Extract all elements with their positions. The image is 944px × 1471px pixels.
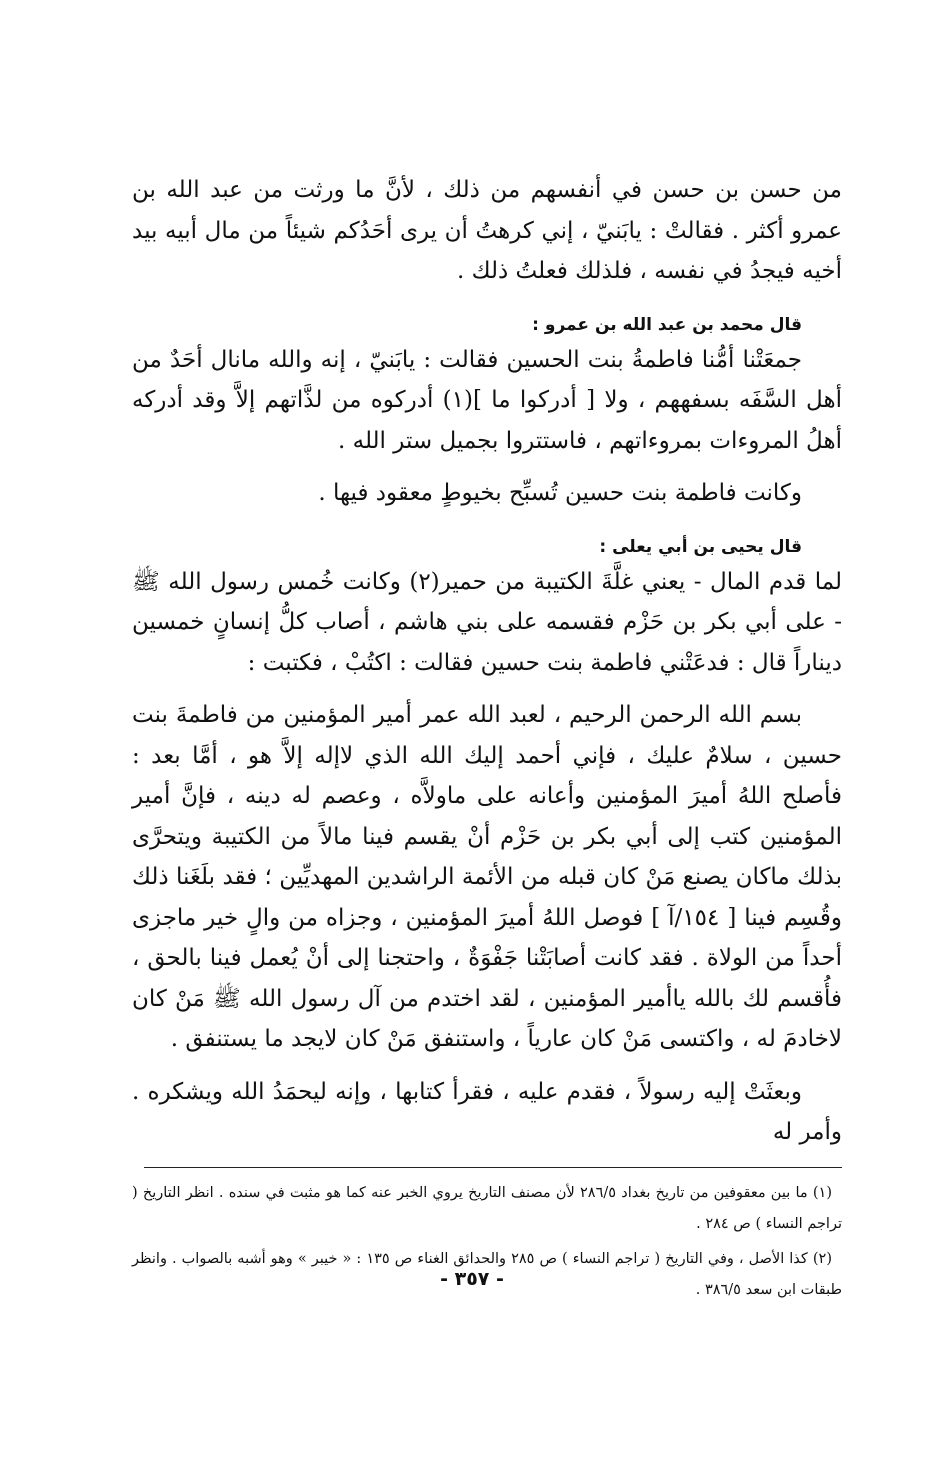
footnote-divider: [144, 1167, 842, 1168]
footnote-2: (٢) كذا الأصل ، وفي التاريخ ( تراجم النساء ) ص ٢٨٥ والحدائق الغناء ص ١٣٥ : « خيبر » وهو أشبه بالصواب . وانظر طبقات ابن سعد ٣٨٦/٥ .: [132, 1250, 842, 1298]
speaker-heading-1: قال محمد بن عبد الله بن عمرو :: [532, 314, 802, 335]
page-number: - ٣٥٧ -: [440, 1268, 504, 1290]
paragraph-2: جمعَتْنا أمُّنا فاطمةُ بنت الحسين فقالت : يابَنيّ ، إنه والله مانال أحَدٌ من أهل السَّفَه بسفههم ، ولا [ أدركوا ما ](١) أدركوه من لذَّاتهم إلاَّ وقد أدركه أهلُ المروءات بمروءاتهم ، فاستتروا بجميل ستر الله .: [132, 346, 842, 454]
paragraph-5: بسم الله الرحمن الرحيم ، لعبد الله عمر أمير المؤمنين من فاطمةَ بنت حسين ، سلامٌ عليك ، فإني أحمد إليك الله الذي لاإله إلاَّ هو ، أمَّا بعد : فأصلح اللهُ أميرَ المؤمنين وأعانه على ماولاَّه ، وعصم له دينه ، فإنَّ أمير المؤمنين كتب إلى أبي بكر بن حَزْم أنْ يقسم فينا مالاً من الكتيبة ويتحرَّى بذلك ماكان يصنع مَنْ كان قبله من الأئمة الراشدين المهديِّين ؛ فقد بلَغَنا ذلك وقُسِم فينا [ ١٥٤/آ ] فوصل اللهُ أميرَ المؤمنين ، وجزاه من والٍ خير ماجزى أحداً من الولاة . فقد كانت أصابَتْنا جَفْوَةٌ ، واحتجنا إلى أنْ يُعمل فينا بالحق ، فأُقسم لك بالله ياأمير المؤمنين ، لقد اختدم من آل رسول الله ﷺ مَنْ كان لاخادمَ له ، واكتسى مَنْ كان عارياً ، واستنفق مَنْ كان لايجد ما يستنفق .: [132, 702, 842, 1052]
footnote-1: (١) ما بين معقوفين من تاريخ بغداد ٢٨٦/٥ لأن مصنف التاريخ يروي الخبر عنه كما هو مثبت في سنده . انظر التاريخ ( تراجم النساء ) ص ٢٨٤ .: [132, 1184, 842, 1232]
paragraph-3: وكانت فاطمة بنت حسين تُسبِّح بخيوطٍ معقود فيها .: [318, 480, 802, 506]
paragraph-1: من حسن بن حسن في أنفسهم من ذلك ، لأنَّ ما ورثت من عبد الله بن عمرو أكثر . فقالتْ : يابَنيّ ، إني كرهتُ أن يرى أحَدُكم شيئاً من مال أبيه بيد أخيه فيجدُ في نفسه ، فلذلك فعلتُ ذلك .: [132, 177, 842, 284]
paragraph-4: لما قدم المال - يعني غلَّةَ الكتيبة من حمير(٢) وكانت خُمس رسول الله ﷺ - على أبي بكر بن حَزْم فقسمه على بني هاشم ، أصاب كلُّ إنسانٍ خمسين ديناراً قال : فدعَتْني فاطمة بنت حسين فقالت : اكتُبْ ، فكتبت :: [132, 568, 843, 676]
paragraph-6: وبعثَتْ إليه رسولاً ، فقدم عليه ، فقرأ كتابها ، وإنه ليحمَدُ الله ويشكره . وأمر له: [132, 1078, 842, 1145]
speaker-heading-2: قال يحيى بن أبي يعلى :: [599, 536, 802, 557]
page-body: [132, 170, 842, 1306]
